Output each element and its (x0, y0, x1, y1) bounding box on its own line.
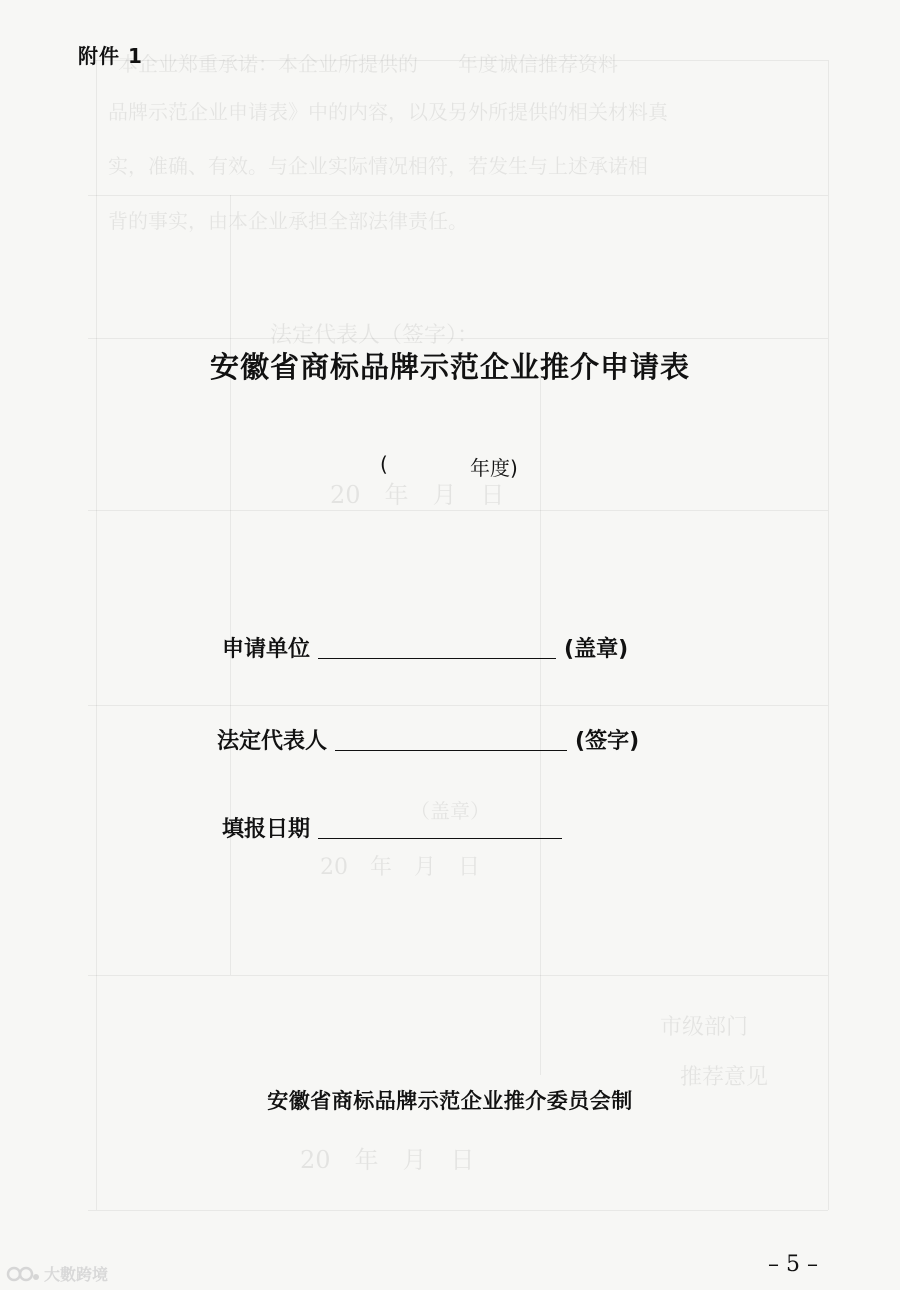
year-label: 年度) (470, 456, 518, 480)
page-number: – 5 – (768, 1252, 818, 1277)
year-open-paren: ( (380, 452, 388, 476)
logo-icon (6, 1264, 40, 1284)
legal-representative-label: 法定代表人 (217, 729, 328, 754)
fill-date-label: 填报日期 (222, 817, 311, 842)
applicant-unit-label: 申请单位 (222, 637, 311, 662)
legal-representative-suffix: (签字) (575, 729, 640, 754)
legal-representative-row (217, 724, 639, 755)
applicant-unit-row (222, 632, 628, 663)
page-title: 安徽省商标品牌示范企业推介申请表 (209, 350, 690, 384)
applicant-unit-field[interactable] (318, 636, 556, 659)
watermark-text: 大數跨境 (44, 1265, 109, 1284)
applicant-unit-suffix: (盖章) (564, 637, 629, 662)
fill-date-row (222, 812, 570, 843)
issuer-line: 安徽省商标品牌示范企业推介委员会制 (267, 1089, 633, 1113)
watermark (6, 1262, 108, 1285)
legal-representative-field[interactable] (335, 728, 567, 751)
attachment-label: 附件 1 (78, 44, 143, 68)
fill-date-field[interactable] (318, 816, 562, 839)
